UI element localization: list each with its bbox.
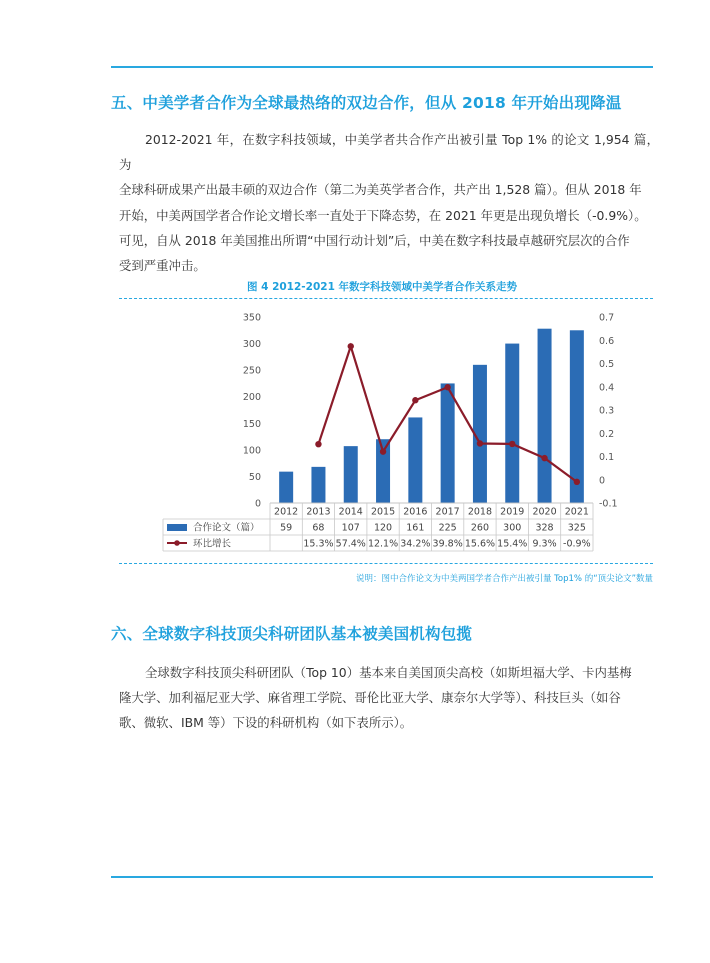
bar-data-label: 68	[312, 522, 325, 534]
y-right-tick-label: 0.1	[599, 452, 615, 463]
growth-data-label: 39.8%	[432, 538, 463, 550]
growth-data-label: -0.9%	[563, 538, 591, 550]
growth-point	[509, 441, 515, 447]
bar	[408, 417, 422, 503]
bar	[279, 472, 293, 503]
bar	[344, 446, 358, 503]
paragraph-line: 隆大学、加利福尼亚大学、麻省理工学院、哥伦比亚大学、康奈尔大学等）、科技巨头（如谷	[119, 690, 621, 706]
figure-title: 图 4 2012-2021 年数字科技领域中美学者合作关系走势	[246, 281, 518, 293]
section-6-heading: 六、全球数字科技顶尖科研团队基本被美国机构包揽	[111, 625, 473, 643]
bar-data-label: 328	[535, 522, 554, 534]
x-tick-label: 2018	[467, 506, 493, 518]
y-left-tick-label: 50	[248, 471, 261, 483]
y-right-tick-label: 0.4	[599, 382, 615, 394]
figure-note: 说明：图中合作论文为中美两国学者合作产出被引量 Top1% 的“顶尖论文”数量	[355, 574, 653, 584]
bar-data-label: 107	[341, 522, 360, 534]
growth-point	[315, 441, 321, 447]
bar-data-label: 260	[470, 522, 490, 534]
x-tick-label: 2015	[370, 506, 396, 518]
y-right-tick-label: 0.2	[599, 428, 615, 440]
x-tick-label: 2019	[500, 506, 525, 518]
x-tick-label: 2014	[338, 506, 363, 518]
y-right-tick-label: 0.3	[599, 405, 615, 417]
figure-bottom-divider	[119, 563, 653, 564]
growth-point	[380, 448, 386, 454]
legend-bar-label: 合作论文（篇）	[193, 522, 260, 534]
growth-data-label: 57.4%	[335, 538, 366, 550]
growth-data-label: 15.3%	[303, 538, 334, 550]
x-tick-label: 2013	[306, 506, 331, 518]
growth-data-label: 12.1%	[367, 538, 399, 550]
bar	[311, 467, 325, 503]
paragraph-line: 受到严重冲击。	[119, 258, 206, 274]
x-tick-label: 2021	[564, 506, 589, 518]
growth-point	[412, 397, 418, 403]
growth-point	[574, 479, 580, 485]
y-right-tick-label: 0.6	[599, 335, 615, 347]
y-left-tick-label: 0	[254, 498, 261, 510]
y-right-tick-label: 0	[599, 475, 606, 487]
paragraph-line: 开始，中美两国学者合作论文增长率一直处于下降态势，在 2021 年更是出现负增长（-0.9%）。	[119, 207, 647, 223]
growth-data-label: 15.6%	[464, 538, 496, 550]
y-left-tick-label: 100	[242, 445, 261, 457]
bar-data-label: 161	[406, 522, 425, 534]
x-tick-label: 2017	[435, 506, 460, 518]
bar	[538, 329, 552, 503]
growth-point	[541, 455, 547, 461]
section-5-heading: 五、中美学者合作为全球最热络的双边合作，但从 2018 年开始出现降温	[111, 94, 622, 112]
x-tick-label: 2016	[403, 506, 428, 518]
legend-bar-swatch	[167, 524, 187, 531]
y-left-tick-label: 300	[242, 339, 261, 351]
y-left-tick-label: 150	[242, 418, 261, 430]
growth-data-label: 34.2%	[400, 538, 431, 550]
growth-data-label: 9.3%	[532, 538, 557, 550]
growth-data-label: 15.4%	[497, 538, 528, 550]
section-6-paragraph	[119, 660, 659, 736]
paragraph-line: 可见，自从 2018 年美国推出所谓“中国行动计划”后，中美在数字科技最卓越研究层次的合作	[119, 232, 630, 248]
growth-point	[348, 343, 354, 349]
paragraph-line: 2012-2021 年，在数字科技领域，中美学者共合作产出被引量 Top 1% 的论文 1,954 篇，为	[119, 132, 659, 173]
bar-data-label: 59	[280, 522, 293, 534]
y-right-tick-label: -0.1	[599, 498, 618, 510]
y-right-tick-label: 0.7	[599, 312, 615, 324]
bar	[441, 383, 455, 503]
y-left-tick-label: 350	[242, 312, 261, 324]
bar	[505, 344, 519, 503]
x-tick-label: 2012	[274, 506, 299, 518]
x-tick-label: 2020	[532, 506, 557, 518]
growth-point	[477, 440, 483, 446]
legend-line-label: 环比增长	[193, 538, 232, 550]
bottom-rule	[111, 876, 653, 878]
bar-data-label: 325	[567, 522, 586, 534]
paragraph-line: 歌、微软、IBM 等）下设的科研机构（如下表所示）。	[119, 715, 413, 731]
paragraph-line: 全球数字科技顶尖科研团队（Top 10）基本来自美国顶尖高校（如斯坦福大学、卡内基梅	[145, 665, 632, 680]
y-left-tick-label: 250	[242, 365, 261, 377]
bar-data-label: 300	[503, 522, 522, 534]
bar-data-label: 120	[373, 522, 393, 534]
y-left-tick-label: 200	[242, 392, 261, 404]
bar-data-label: 225	[438, 522, 457, 534]
legend-line-marker	[174, 540, 180, 546]
y-right-tick-label: 0.5	[599, 359, 615, 370]
paragraph-line: 全球科研成果产出最丰硕的双边合作（第二为美英学者合作，共产出 1,528 篇）。但从 2018 年	[119, 182, 642, 198]
growth-point	[444, 384, 450, 390]
